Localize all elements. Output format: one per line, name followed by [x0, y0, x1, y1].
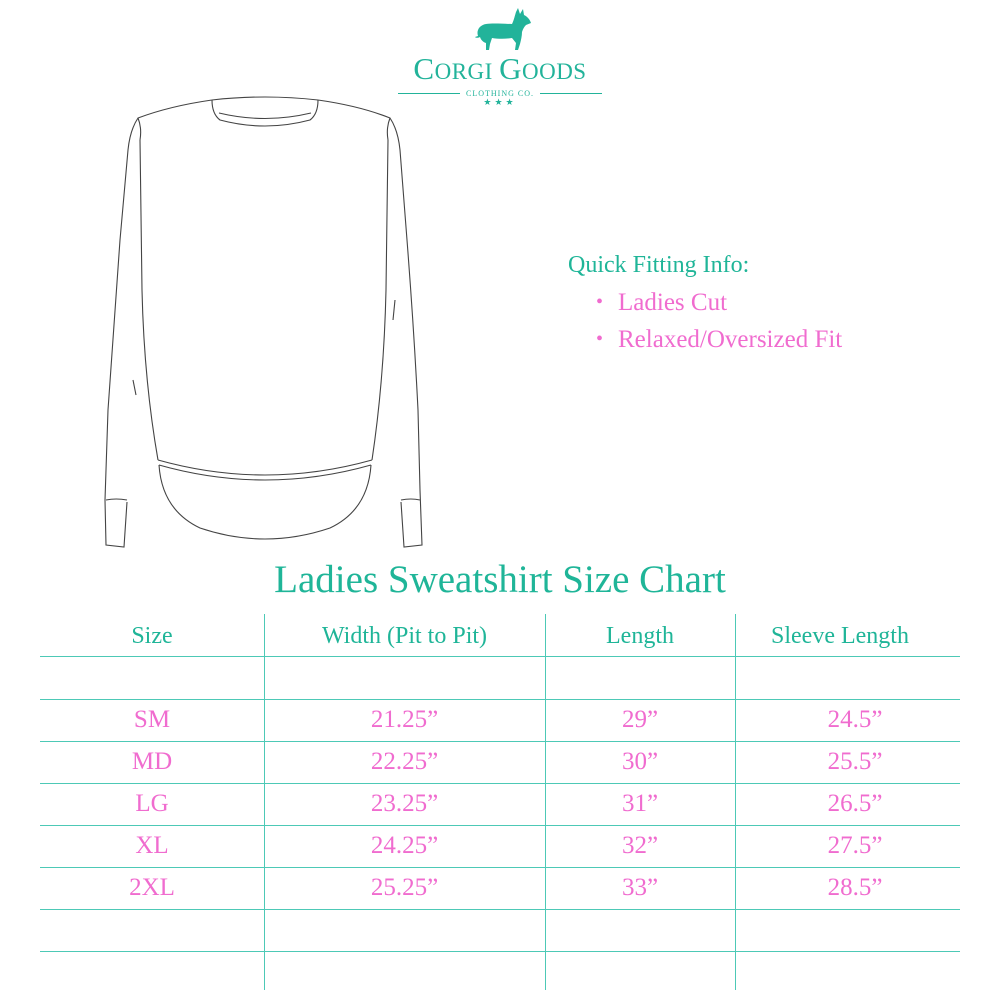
- size-cell: SM: [133, 706, 171, 733]
- length-cell: 29”: [621, 706, 659, 733]
- length-cell: 33”: [621, 874, 659, 901]
- width-cell: 24.25”: [370, 832, 439, 859]
- width-cell: 23.25”: [370, 790, 439, 817]
- row-divider: [40, 909, 960, 910]
- fitting-info-heading: Quick Fitting Info:: [568, 252, 750, 278]
- length-cell: 32”: [621, 832, 659, 859]
- brand-subtitle: CLOTHING CO.: [466, 88, 534, 98]
- size-cell: MD: [131, 748, 173, 775]
- star-icons: ★★★: [483, 98, 517, 108]
- sleeve-length-cell: 27.5”: [827, 832, 883, 859]
- row-divider: [40, 951, 960, 952]
- sleeve-length-cell: 28.5”: [827, 874, 883, 901]
- column-header-sleeve-length: Sleeve Length: [771, 623, 909, 649]
- width-cell: 21.25”: [370, 706, 439, 733]
- bullet-icon: •: [596, 291, 604, 313]
- column-header-width: Width (Pit to Pit): [321, 623, 488, 649]
- length-cell: 30”: [621, 748, 659, 775]
- size-cell: LG: [135, 790, 169, 817]
- row-divider: [40, 656, 960, 657]
- size-cell: XL: [135, 832, 169, 859]
- brand-letter: C: [413, 51, 435, 86]
- brand-letter: G: [499, 51, 522, 86]
- fitting-item-label: Ladies Cut: [618, 289, 728, 316]
- fitting-item-label: Relaxed/Oversized Fit: [618, 326, 843, 353]
- sleeve-length-cell: 26.5”: [827, 790, 883, 817]
- size-cell: 2XL: [129, 874, 175, 901]
- bullet-icon: •: [596, 328, 604, 350]
- sleeve-length-cell: 25.5”: [827, 748, 883, 775]
- column-header-size: Size: [131, 623, 173, 649]
- brand-letters: ORGI: [434, 59, 500, 84]
- brand-letters: OODS: [521, 59, 587, 84]
- length-cell: 31”: [621, 790, 659, 817]
- sleeve-length-cell: 24.5”: [827, 706, 883, 733]
- width-cell: 25.25”: [370, 874, 439, 901]
- page-title: Ladies Sweatshirt Size Chart: [274, 558, 726, 601]
- width-cell: 22.25”: [370, 748, 439, 775]
- column-header-length: Length: [606, 623, 674, 649]
